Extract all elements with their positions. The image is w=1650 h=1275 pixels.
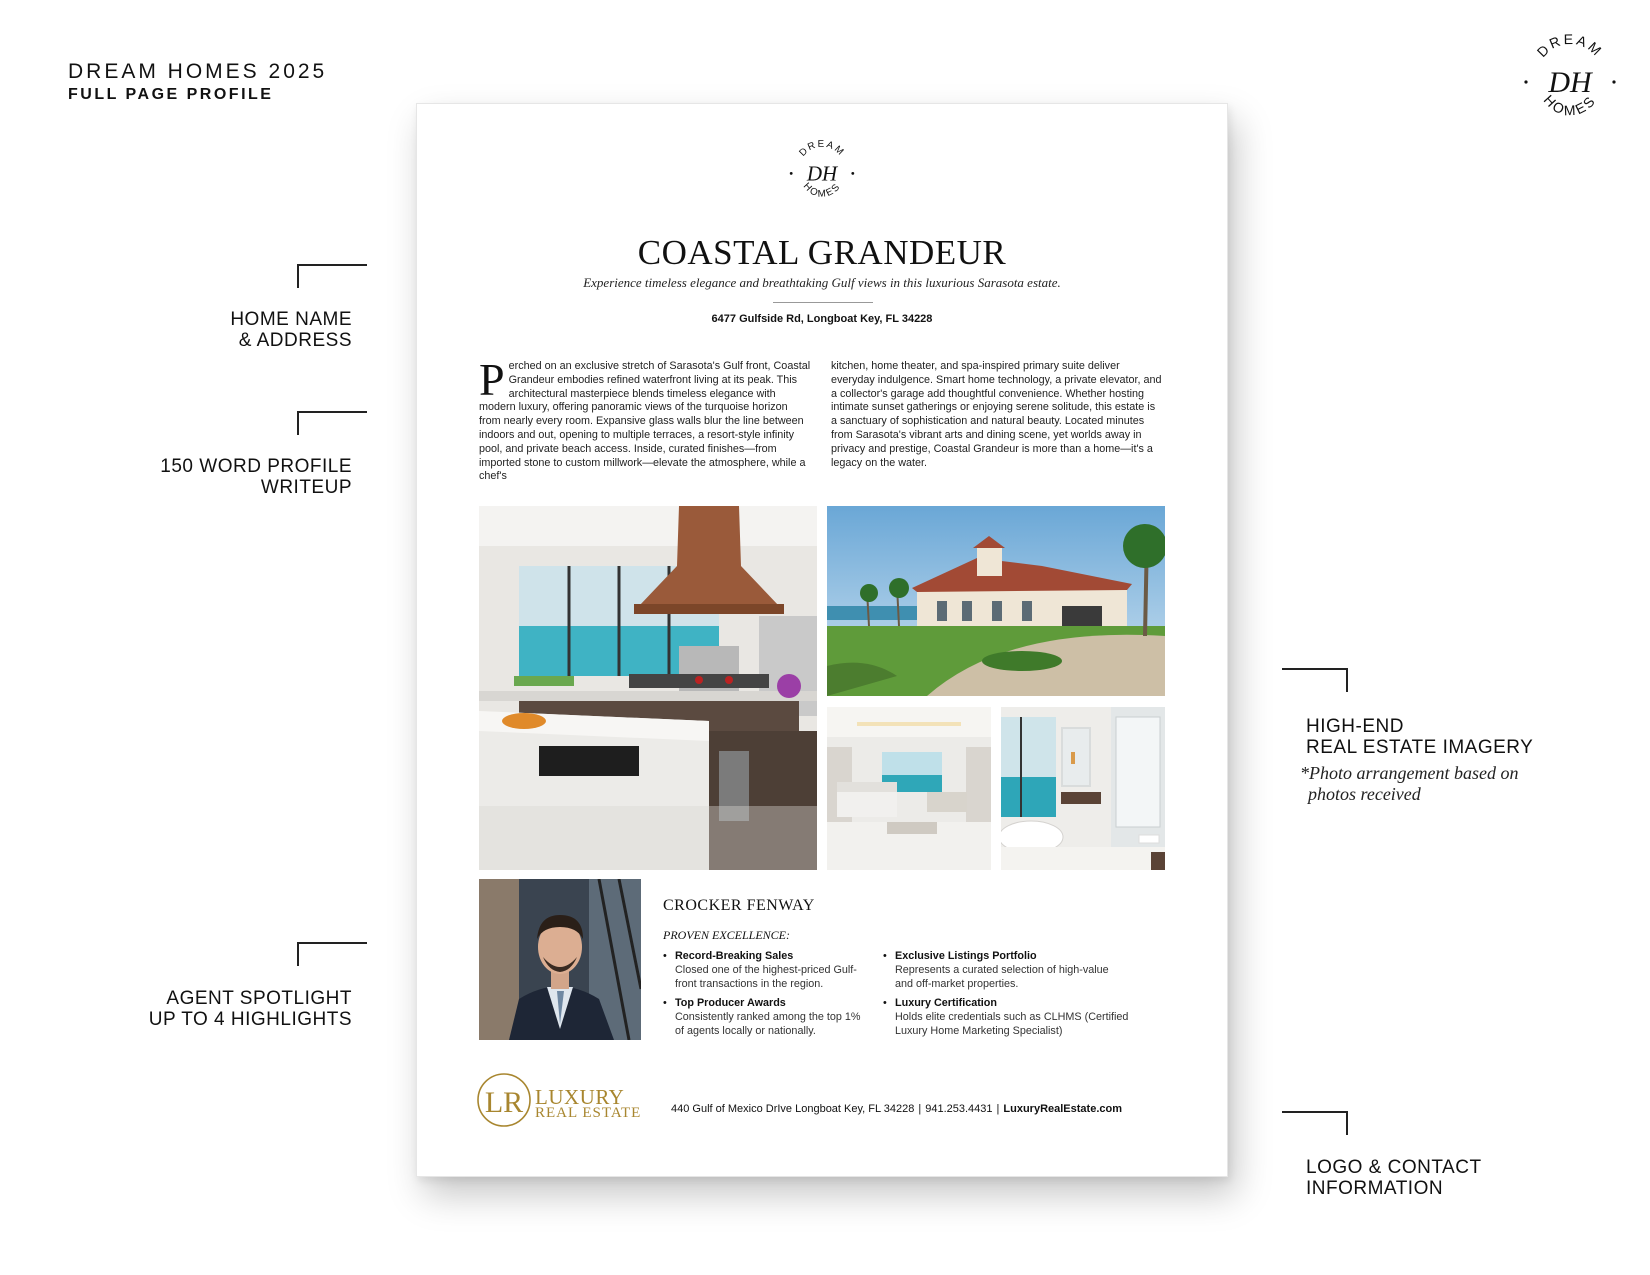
agent-highlight: • Luxury Certification Holds elite credentials such as CLHMS (Certified Luxury Home Marketing Specialist) [895, 997, 1150, 1038]
header-title: DREAM HOMES 2025 [68, 60, 328, 83]
brokerage-name: LUXURY [535, 1085, 625, 1109]
callout-imagery-note: *Photo arrangement based on photos received [1300, 763, 1519, 804]
callout-logo-contact: LOGO & CONTACT INFORMATION [1306, 1157, 1482, 1199]
svg-text:LR: LR [484, 1086, 524, 1119]
agent-name: CROCKER FENWAY [663, 897, 815, 914]
agent-photo [479, 879, 641, 1040]
agent-highlight: • Top Producer Awards Consistently ranked among the top 1% of agents locally or nationally. [675, 997, 870, 1038]
contact-address: 440 Gulf of Mexico DrIve Longboat Key, FL 34228 [671, 1103, 915, 1115]
svg-text:DH: DH [806, 161, 838, 186]
callout-bracket-logo-contact [1282, 1111, 1348, 1135]
agent-highlight: • Exclusive Listings Portfolio Represents a curated selection of high-value and off-market properties. [895, 950, 1110, 991]
svg-text:HOMES: HOMES [1540, 91, 1600, 119]
bedroom-photo [827, 707, 991, 870]
svg-text:HOMES: HOMES [800, 180, 844, 200]
profile-page [416, 103, 1228, 1177]
callout-bracket-profile [297, 411, 367, 435]
contact-website[interactable]: LuxuryRealEstate.com [1003, 1103, 1122, 1115]
title-divider [773, 302, 873, 303]
contact-separator: | [918, 1103, 922, 1115]
bathroom-photo [1001, 707, 1165, 870]
dream-homes-logo-page [787, 137, 857, 207]
brokerage-name-sub: REAL ESTATE [535, 1105, 642, 1121]
drop-cap: P [479, 354, 505, 405]
profile-body-col1 [479, 354, 812, 484]
callout-imagery: HIGH-END REAL ESTATE IMAGERY [1306, 716, 1534, 758]
agent-highlight: • Record-Breaking Sales Closed one of the highest-priced Gulf-front transactions in the region. [675, 950, 875, 991]
contact-separator: | [996, 1103, 1000, 1115]
callout-profile: 150 WORD PROFILE WRITEUP [160, 456, 352, 498]
callout-bracket-imagery [1282, 668, 1348, 692]
callout-bracket-agent [297, 942, 367, 966]
callout-bracket-home-name [297, 264, 367, 288]
svg-text:DREAM: DREAM [1533, 30, 1607, 61]
profile-body-text-1: erched on an exclusive stretch of Sarasota's Gulf front, Coastal Grandeur embodies refined waterfront living at its peak. This architectural masterpiece blends timeless elegance with modern luxury, offering panoramic views of the turquoise horizon from nearly every room. Expansive glass walls blur the line between indoors and out, opening to multiple terraces, a resort-style infinity pool, and private beach access. Inside, curated finishes—from imported stone to custom millwork—elevate the atmosphere, while a chef's [479, 360, 811, 483]
home-name: COASTAL GRANDEUR [637, 233, 1007, 272]
exterior-photo [827, 506, 1165, 696]
profile-body-col2: kitchen, home theater, and spa-inspired primary suite deliver everyday indulgence. Smart home technology, a private elevator, and a collector's garage add thoughtful convenience. Whether hosting intimate sunset gatherings or enjoying serene solitude, this estate is a sanctuary of sophistication and natural beauty. Located minutes from Sarasota's vibrant arts and dining scene, yet worlds away in privacy and prestige, Coastal Grandeur is more than a home—it's a legacy on the water. [831, 360, 1162, 469]
svg-text:DREAM: DREAM [797, 138, 847, 159]
header-subtitle: FULL PAGE PROFILE [68, 86, 274, 103]
callout-home-name: HOME NAME & ADDRESS [230, 309, 352, 351]
contact-info [671, 1103, 1122, 1115]
home-tagline: Experience timeless elegance and breathtaking Gulf views in this luxurious Sarasota estate. [583, 275, 1061, 290]
agent-highlights-heading: PROVEN EXCELLENCE: [663, 928, 790, 942]
kitchen-photo [479, 506, 817, 870]
svg-text:DH: DH [1548, 66, 1592, 99]
home-address: 6477 Gulfside Rd, Longboat Key, FL 34228 [711, 313, 933, 325]
contact-phone: 941.253.4431 [925, 1103, 993, 1115]
dream-homes-logo-corner [1520, 30, 1620, 130]
callout-agent: AGENT SPOTLIGHT UP TO 4 HIGHLIGHTS [148, 988, 352, 1030]
